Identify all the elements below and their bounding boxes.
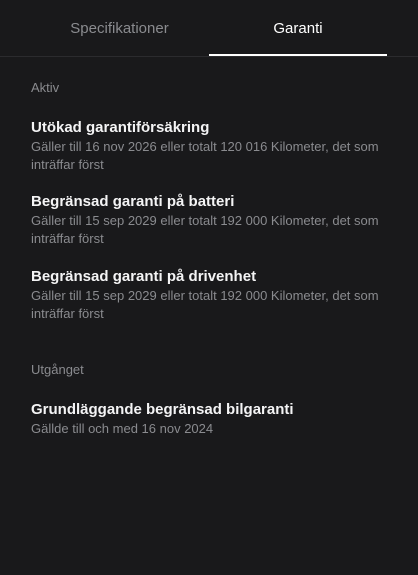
warranty-description: Gäller till 16 nov 2026 eller totalt 120 016 Kilometer, det som inträffar först xyxy=(31,139,379,172)
warranty-title: Begränsad garanti på drivenhet xyxy=(31,268,257,285)
tab-warranty[interactable]: Garanti xyxy=(273,19,323,37)
warranty-item-drive-unit xyxy=(31,267,391,323)
tab-specifications[interactable]: Specifikationer xyxy=(70,19,169,37)
active-tab-indicator xyxy=(209,54,387,56)
warranty-title: Begränsad garanti på batteri xyxy=(31,193,235,210)
warranty-description: Gäller till 15 sep 2029 eller totalt 192 000 Kilometer, det som inträffar först xyxy=(31,213,379,246)
warranty-item-extended xyxy=(31,118,391,174)
section-label-expired: Utgånget xyxy=(31,362,84,377)
warranty-item-battery xyxy=(31,192,391,248)
section-label-active: Aktiv xyxy=(31,80,60,95)
warranty-item-basic xyxy=(31,400,391,438)
warranty-description: Gällde till och med 16 nov 2024 xyxy=(31,421,214,436)
warranty-description: Gäller till 15 sep 2029 eller totalt 192 000 Kilometer, det som inträffar först xyxy=(31,288,379,321)
warranty-title: Grundläggande begränsad bilgaranti xyxy=(31,401,294,418)
tab-bar xyxy=(0,0,418,57)
warranty-title: Utökad garantiförsäkring xyxy=(31,119,210,136)
